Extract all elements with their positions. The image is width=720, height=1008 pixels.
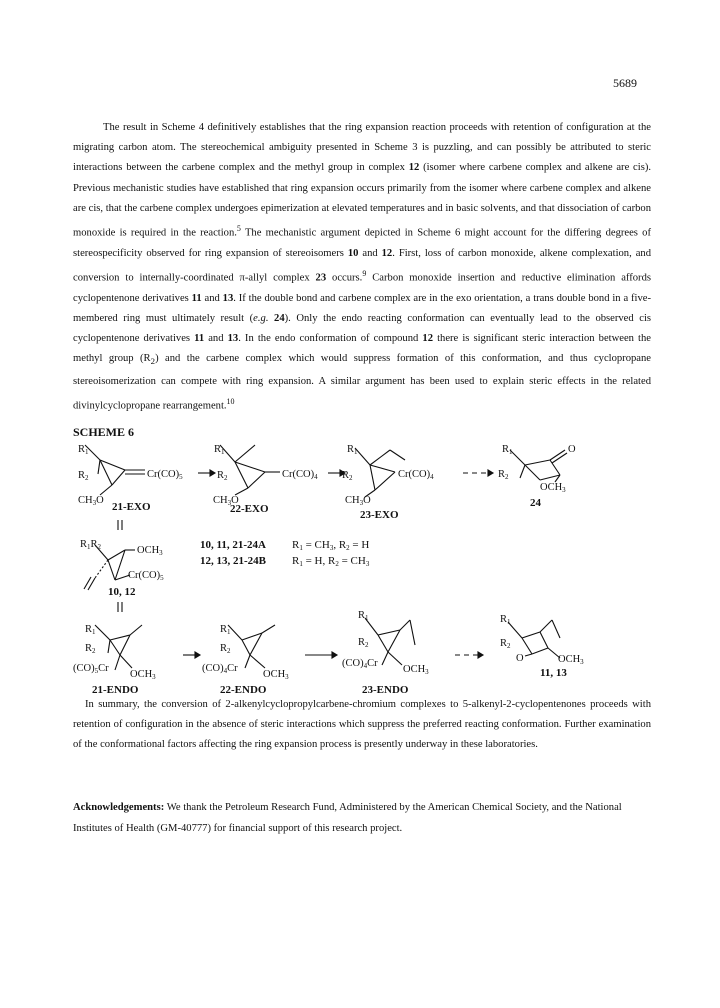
label-23-exo: 23-EXO (360, 509, 399, 521)
svg-text:Cr(CO)4: Cr(CO)4 (282, 469, 318, 481)
svg-text:R1: R1 (500, 614, 511, 626)
svg-text:R1: R1 (220, 624, 231, 636)
svg-text:R2: R2 (358, 637, 369, 649)
acknowledgements-text: We thank the Petroleum Research Fund, Administered by the American Chemical Society, and the National Institutes of Health (GM-40777) for financial support of this research project. (73, 802, 622, 834)
svg-text:R1: R1 (85, 624, 96, 636)
svg-text:OCH3: OCH3 (130, 669, 156, 681)
svg-text:OCH3: OCH3 (558, 654, 584, 666)
body-paragraph-2: In summary, the conversion of 2-alkenylcyclopropylcarbene-chromium complexes to 5-alkenyl-2-cyclopentenones proceeds with retention of configuration in the absence of steric interactions which suppress the preferred reacting conformation. Further examination of the conformational factors affecting the ring expansion process is presently underway in these laboratories. (73, 699, 651, 750)
svg-text:OCH3: OCH3 (263, 669, 289, 681)
label-21-exo: 21-EXO (112, 501, 151, 513)
structure-10-12 (84, 545, 135, 590)
svg-text:R1: R1 (347, 444, 358, 456)
label-23-endo: 23-ENDO (362, 684, 409, 695)
structure-21-exo (85, 445, 145, 495)
svg-text:CH3O: CH3O (345, 495, 371, 507)
label-24: 24 (530, 497, 541, 509)
structure-22-endo (228, 625, 275, 668)
svg-text:R2: R2 (217, 470, 228, 482)
svg-text:R2: R2 (78, 470, 89, 482)
svg-text:CH3O: CH3O (213, 495, 239, 507)
svg-text:R1: R1 (214, 444, 225, 456)
label-21-endo: 21-ENDO (92, 684, 139, 695)
svg-text:R2: R2 (85, 643, 96, 655)
svg-text:Cr(CO)5: Cr(CO)5 (147, 469, 183, 481)
acknowledgements (73, 797, 661, 839)
svg-text:R1: R1 (358, 610, 369, 622)
svg-text:OCH3: OCH3 (137, 545, 163, 557)
svg-text:(CO)4Cr: (CO)4Cr (202, 663, 238, 675)
svg-text:(CO)4Cr: (CO)4Cr (342, 658, 378, 670)
structure-22-exo (220, 445, 280, 495)
svg-text:O: O (568, 444, 576, 455)
structure-24 (510, 450, 567, 482)
legend-ids-a: 10, 11, 21-24A (200, 539, 266, 551)
svg-text:Cr(CO)5: Cr(CO)5 (128, 570, 164, 582)
svg-text:R1: R1 (502, 444, 513, 456)
svg-text:R1: R1 (78, 444, 89, 456)
scheme-6-diagram (70, 440, 670, 695)
svg-text:R2: R2 (342, 470, 353, 482)
page-number: 5689 (613, 76, 637, 90)
svg-text:OCH3: OCH3 (403, 664, 429, 676)
svg-text:R1 = CH3, R2 = H: R1 = CH3, R2 = H (292, 539, 370, 552)
body-paragraph-1: The result in Scheme 4 definitively establishes that the ring expansion reaction proceeds with retention of configuration at the migrating carbon atom. The stereochemical ambiguity presented in Scheme 3 is puzzling, and can possibly be attributed to steric interactions between the carbene complex and the methyl group in complex 12 (isomer where carbene complex and alkene are cis). Previous mechanistic studies have established that ring expansion occurs primarily from the isomer where carbene complex and alkene are cis, that the carbene complex undergoes epimerization at elevated temperatures and in basic solvents, and that dissociation of carbon monoxide is required in the reaction.$^5$ The mechanistic argument depicted in Scheme 6 might account for the differing degrees of stereospecificity observed for ring expansion of stereoisomers 10 and 12. First, loss of carbon monoxide, alkene complexation, and conversion to internally-coordinated π-allyl complex 23 occurs.$^9$ Carbon monoxide insertion and reductive elimination affords cyclopentenone derivatives 11 and 13. If the double bond and carbene complex are in the exo orientation, a trans double bond in a five-membered ring must ultimately result (e.g. 24). Only the endo reacting conformation can eventually lead to the observed cis cyclopentenone derivatives 11 and 13. In the endo conformation of compound 12 there is significant steric interaction between the methyl group $(R_2)$ and the carbene complex which would suppress formation of this conformation, and thus cyclopropane stereoisomerization can compete with ring expansion. A similar argument has been used to explain steric effects in the related divinylcyclopropane rearrangement.$^{10}$ (73, 122, 652, 412)
svg-text:O: O (516, 653, 524, 664)
svg-text:R2: R2 (500, 638, 511, 650)
svg-text:OCH3: OCH3 (540, 482, 566, 494)
scheme-title: SCHEME 6 (73, 425, 135, 439)
legend-ids-b: 12, 13, 21-24B (200, 555, 266, 567)
svg-text:Cr(CO)4: Cr(CO)4 (398, 469, 434, 481)
svg-text:R1R2: R1R2 (80, 539, 102, 551)
acknowledgements-heading: Acknowledgements: (73, 802, 165, 813)
svg-text:R2: R2 (220, 643, 231, 655)
svg-text:(CO)5Cr: (CO)5Cr (73, 663, 109, 675)
svg-text:R1 = H, R2 = CH3: R1 = H, R2 = CH3 (292, 555, 370, 568)
equilibrium-arrow-bottom (118, 602, 122, 612)
svg-text:R2: R2 (498, 469, 509, 481)
label-22-exo: 22-EXO (230, 503, 269, 515)
label-11-13: 11, 13 (540, 667, 567, 679)
label-10-12: 10, 12 (108, 586, 136, 598)
label-22-endo: 22-ENDO (220, 684, 267, 695)
equilibrium-arrow-top (118, 520, 122, 530)
svg-text:CH3O: CH3O (78, 495, 104, 507)
